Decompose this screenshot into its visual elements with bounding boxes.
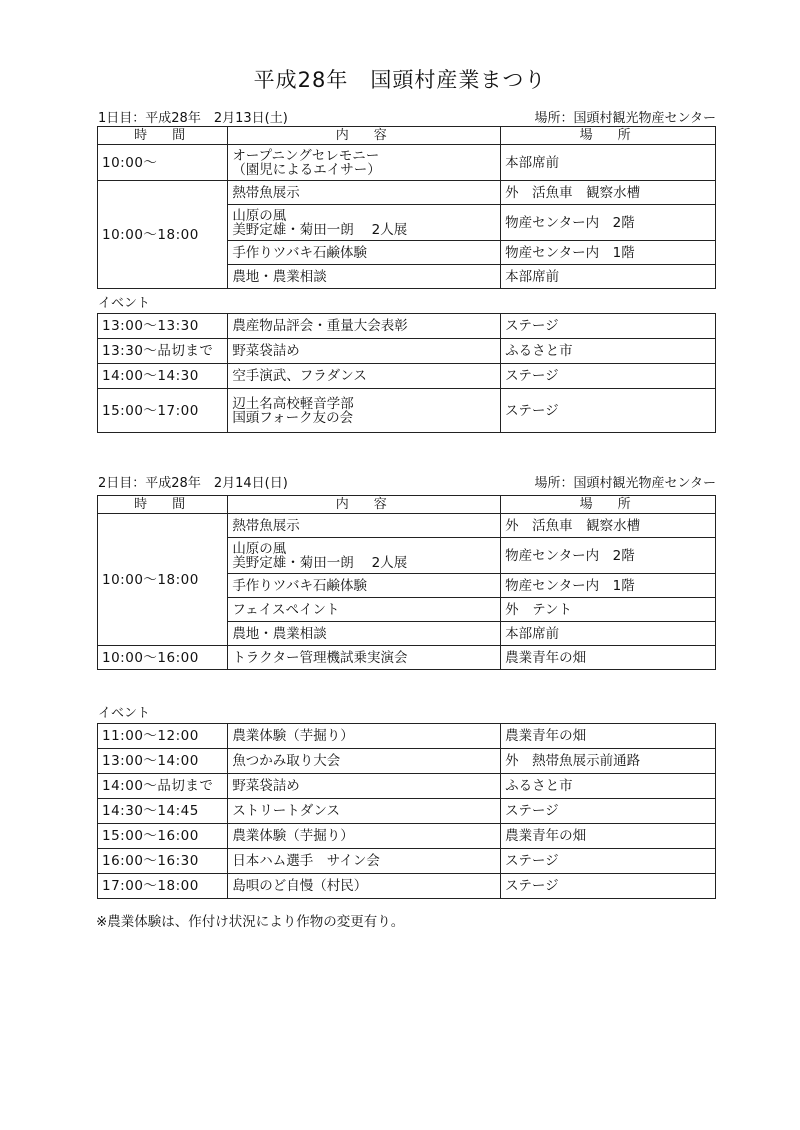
time-cell: 10:00～18:00 [98, 181, 228, 289]
time-cell: 10:00～18:00 [98, 514, 228, 646]
content-cell [228, 514, 501, 538]
event-row [98, 339, 716, 364]
place-cell: ステージ [501, 389, 716, 433]
time-header: 時 間 [98, 496, 228, 514]
place-cell: 農業青年の畑 [501, 646, 716, 670]
time-cell: 10:00～ [98, 145, 228, 181]
event-row [98, 874, 716, 899]
event-row [98, 849, 716, 874]
place-cell: 物産センター内 1階 [501, 241, 716, 265]
event-row [98, 314, 716, 339]
time-cell: 14:00～14:30 [98, 364, 228, 389]
time-cell: 14:00～品切まで [98, 774, 228, 799]
place-cell: ふるさと市 [501, 774, 716, 799]
content-cell [228, 622, 501, 646]
content-cell [228, 724, 501, 749]
content-line: 魚つかみ取り大会 [232, 753, 341, 769]
event-row [98, 389, 716, 433]
content-line: 農地・農業相談 [232, 625, 327, 642]
table-row [98, 514, 716, 538]
content-line: 熱帯魚展示 [232, 184, 300, 201]
content-line: 島唄のど自慢（村民） [232, 878, 368, 894]
table-row [98, 646, 716, 670]
place-cell: 外 テント [501, 598, 716, 622]
day1-main-table [97, 126, 716, 289]
content-cell [228, 574, 501, 598]
header-row [98, 127, 716, 145]
content-line: 山原の風 [232, 540, 287, 557]
content-line: 空手演武、フラダンス [232, 368, 367, 384]
content-line: 手作りツバキ石鹸体験 [232, 244, 368, 261]
content-line: 農業体験（芋掘り） [232, 728, 354, 744]
place-cell: ステージ [501, 874, 716, 899]
content-line: 熱帯魚展示 [232, 517, 300, 534]
day2-event-label: イベント [98, 706, 151, 721]
day2-event-table [97, 723, 716, 899]
event-row [98, 774, 716, 799]
place-cell: ステージ [501, 314, 716, 339]
day2-header [98, 471, 716, 491]
content-cell [228, 145, 501, 181]
place-cell: ステージ [501, 364, 716, 389]
place-cell: 本部席前 [501, 622, 716, 646]
content-cell [228, 265, 501, 289]
header-row [98, 496, 716, 514]
content-header: 内 容 [228, 496, 501, 514]
content-line: ストリートダンス [232, 803, 341, 819]
table-row [98, 181, 716, 205]
day1-header [98, 106, 716, 126]
content-line: 山原の風 [232, 207, 287, 224]
time-cell: 15:00～16:00 [98, 824, 228, 849]
content-line: オープニングセレモニー [232, 147, 380, 164]
content-header: 内 容 [228, 127, 501, 145]
content-cell [228, 799, 501, 824]
event-row [98, 364, 716, 389]
content-line: フェイスペイント [232, 601, 340, 618]
event-row [98, 749, 716, 774]
content-line: 農地・農業相談 [232, 268, 327, 285]
content-cell [228, 181, 501, 205]
content-line: 辺土名高校軽音学部 [232, 395, 354, 412]
content-cell [228, 538, 501, 574]
content-cell [228, 241, 501, 265]
day2-date: 2日目：平成28年 2月14日(日) [98, 476, 288, 491]
content-cell [228, 646, 501, 670]
content-line: 野菜袋詰め [232, 778, 300, 794]
content-cell [228, 205, 501, 241]
place-header: 場 所 [501, 496, 716, 514]
place-cell: 農業青年の畑 [501, 724, 716, 749]
place-cell: 本部席前 [501, 265, 716, 289]
place-cell: 本部席前 [501, 145, 716, 181]
content-line: 野菜袋詰め [232, 343, 300, 359]
time-cell: 14:30～14:45 [98, 799, 228, 824]
place-header: 場 所 [501, 127, 716, 145]
place-cell: 外 熱帯魚展示前通路 [501, 749, 716, 774]
time-cell: 13:30～品切まで [98, 339, 228, 364]
time-cell: 11:00～12:00 [98, 724, 228, 749]
content-cell [228, 598, 501, 622]
content-line: 農業体験（芋掘り） [232, 828, 354, 844]
day1-event-label: イベント [98, 296, 151, 311]
time-cell: 17:00～18:00 [98, 874, 228, 899]
time-header: 時 間 [98, 127, 228, 145]
content-cell [228, 364, 501, 389]
time-cell: 16:00～16:30 [98, 849, 228, 874]
content-line: 国頭フォーク友の会 [232, 409, 354, 426]
event-row [98, 799, 716, 824]
day2-location: 場所：国頭村観光物産センター [534, 476, 716, 491]
place-cell: 物産センター内 2階 [501, 538, 716, 574]
event-row [98, 824, 716, 849]
content-line: 日本ハム選手 サイン会 [232, 853, 380, 869]
place-cell: 農業青年の畑 [501, 824, 716, 849]
day2-main-table [97, 495, 716, 670]
content-line: 美野定雄・菊田一朗 2人展 [232, 221, 408, 238]
content-cell [228, 874, 501, 899]
content-cell [228, 314, 501, 339]
day1-event-table [97, 313, 716, 433]
content-cell [228, 774, 501, 799]
day1-date: 1日目：平成28年 2月13日(土) [98, 111, 288, 126]
content-cell [228, 824, 501, 849]
content-line: 美野定雄・菊田一朗 2人展 [232, 554, 408, 571]
content-cell [228, 749, 501, 774]
content-line: トラクター管理機試乗実演会 [232, 649, 408, 666]
content-line: 手作りツバキ石鹸体験 [232, 577, 368, 594]
content-line: 農産物品評会・重量大会表彰 [232, 318, 408, 334]
content-line: （園児によるエイサー） [232, 161, 381, 178]
event-row [98, 724, 716, 749]
place-cell: ステージ [501, 799, 716, 824]
content-cell [228, 389, 501, 433]
time-cell: 15:00～17:00 [98, 389, 228, 433]
content-cell [228, 849, 501, 874]
day1-location: 場所：国頭村観光物産センター [534, 111, 716, 126]
time-cell: 10:00～16:00 [98, 646, 228, 670]
place-cell: ステージ [501, 849, 716, 874]
page-title: 平成28年 国頭村産業まつり [253, 68, 547, 92]
place-cell: ふるさと市 [501, 339, 716, 364]
time-cell: 13:00～13:30 [98, 314, 228, 339]
table-row [98, 145, 716, 181]
place-cell: 物産センター内 1階 [501, 574, 716, 598]
place-cell: 物産センター内 2階 [501, 205, 716, 241]
footnote: ※農業体験は、作付け状況により作物の変更有り。 [96, 914, 405, 930]
content-cell [228, 339, 501, 364]
place-cell: 外 活魚車 観察水槽 [501, 181, 716, 205]
place-cell: 外 活魚車 観察水槽 [501, 514, 716, 538]
time-cell: 13:00～14:00 [98, 749, 228, 774]
